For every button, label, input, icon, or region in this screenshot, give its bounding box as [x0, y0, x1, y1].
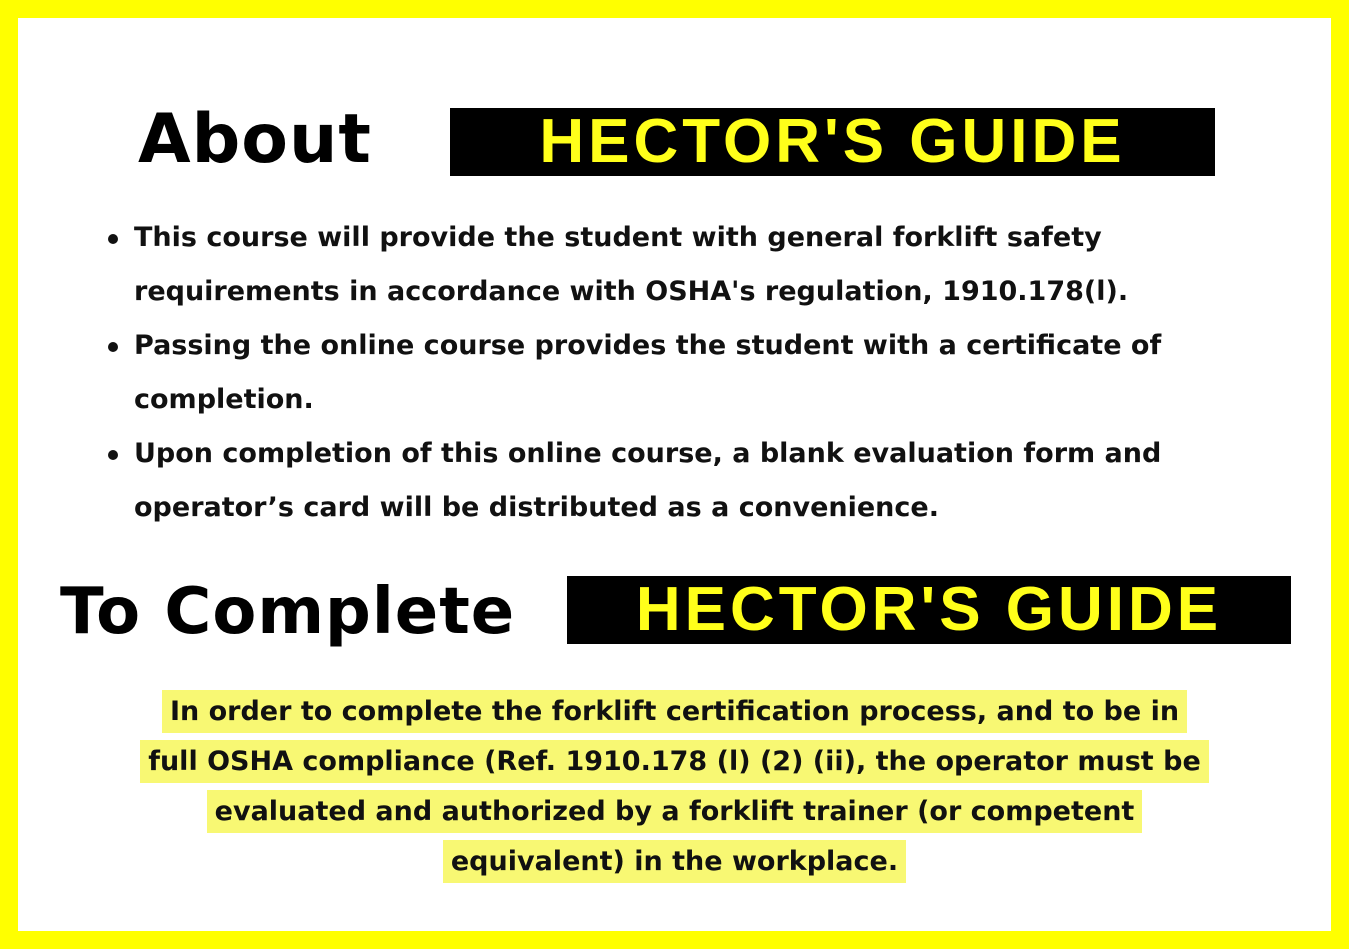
bullet-line: Passing the online course provides the student with a certificate of [134, 330, 1162, 361]
bullet-line: This course will provide the student with general forklift safety [134, 222, 1102, 253]
list-item [104, 211, 1304, 319]
bullet-icon [108, 450, 118, 460]
bullet-line: operator’s card will be distributed as a convenience. [134, 492, 939, 523]
bullet-line: Upon completion of this online course, a blank evaluation form and [134, 438, 1162, 469]
bullet-line: requirements in accordance with OSHA's regulation, 1910.178(l). [134, 276, 1129, 307]
bullet-icon [108, 234, 118, 244]
complete-heading: To Complete [60, 575, 516, 649]
list-item [104, 427, 1304, 535]
bullet-line: completion. [134, 384, 314, 415]
completion-note [58, 687, 1291, 887]
note-line: equivalent) in the workplace. [443, 840, 906, 883]
about-brand-banner: HECTOR'S GUIDE [450, 108, 1215, 176]
note-line: evaluated and authorized by a forklift trainer (or competent [207, 790, 1143, 833]
content-card [18, 18, 1331, 931]
about-heading: About [138, 100, 372, 179]
bullet-icon [108, 342, 118, 352]
complete-brand-banner: HECTOR'S GUIDE [567, 576, 1291, 644]
about-bullet-list [104, 211, 1304, 535]
note-line: full OSHA compliance (Ref. 1910.178 (l) (2) (ii), the operator must be [140, 740, 1209, 783]
note-line: In order to complete the forklift certification process, and to be in [162, 690, 1187, 733]
list-item [104, 319, 1304, 427]
